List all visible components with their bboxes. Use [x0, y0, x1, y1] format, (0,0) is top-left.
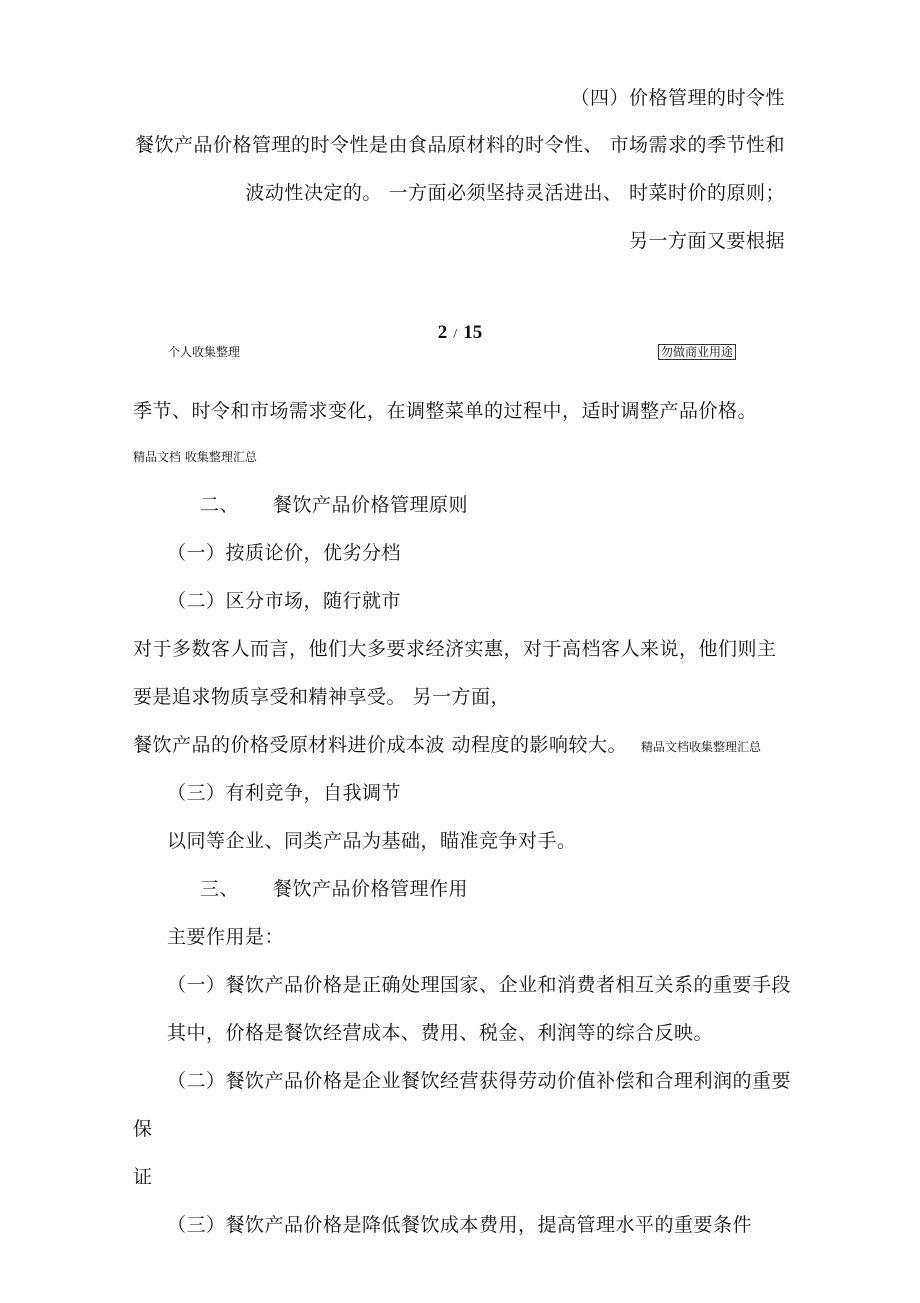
paragraph-line: 另一方面又要根据 — [628, 230, 785, 252]
footer-left-note: 个人收集整理 — [168, 345, 241, 359]
page-separator: / — [453, 327, 458, 342]
watermark-note: 精品文档收集整理汇总 — [641, 740, 762, 754]
paragraph-line: 对于多数客人而言，他们大多要求经济实惠，对于高档客人来说，他们则主 — [133, 638, 777, 660]
paragraph-line: （二）餐饮产品价格是企业餐饮经营获得劳动价值补偿和合理利润的重要 — [167, 1070, 792, 1092]
paragraph-line: 要是追求物质享受和精神享受。 另一方面， — [133, 686, 511, 708]
footer-right-note: 勿做商业用途 — [658, 344, 736, 360]
paragraph-line: 餐饮产品价格管理的时令性是由食品原材料的时令性、 市场需求的季节性和 — [134, 134, 785, 156]
paragraph-line: 餐饮产品的价格受原材料进价成本波 动程度的影响较大。 精品文档收集整理汇总 — [133, 734, 762, 756]
page-total: 15 — [463, 322, 483, 343]
paragraph-line: 波动性决定的。 一方面必须坚持灵活进出、 时菜时价的原则； — [245, 182, 785, 204]
subheading: （一）按质论价，优劣分档 — [167, 542, 402, 564]
page-current: 2 — [437, 322, 448, 343]
page-number — [0, 322, 920, 344]
section-heading-three: 三、 餐饮产品价格管理作用 — [200, 878, 469, 900]
section-heading-four: （四）价格管理的时令性 — [570, 87, 785, 109]
section-heading-two: 二、 餐饮产品价格管理原则 — [200, 494, 469, 516]
paragraph-line: （三）餐饮产品价格是降低餐饮成本费用，提高管理水平的重要条件 — [167, 1214, 753, 1236]
paragraph-line: 其中，价格是餐饮经营成本、费用、税金、利润等的综合反映。 — [167, 1022, 714, 1044]
watermark-note: 精品文档 收集整理汇总 — [133, 450, 257, 464]
paragraph-line: 主要作用是： — [167, 926, 285, 948]
paragraph-line: 证 — [133, 1166, 153, 1188]
subheading: （二）区分市场，随行就市 — [167, 590, 402, 612]
paragraph-line: 保 — [133, 1118, 153, 1140]
subheading: （三）有利竞争，自我调节 — [167, 782, 402, 804]
paragraph-line: 以同等企业、同类产品为基础，瞄准竞争对手。 — [167, 830, 577, 852]
paragraph-line: 季节、时令和市场需求变化，在调整菜单的过程中，适时调整产品价格。 — [133, 400, 758, 422]
paragraph-line: （一）餐饮产品价格是正确处理国家、企业和消费者相互关系的重要手段 — [167, 974, 792, 996]
